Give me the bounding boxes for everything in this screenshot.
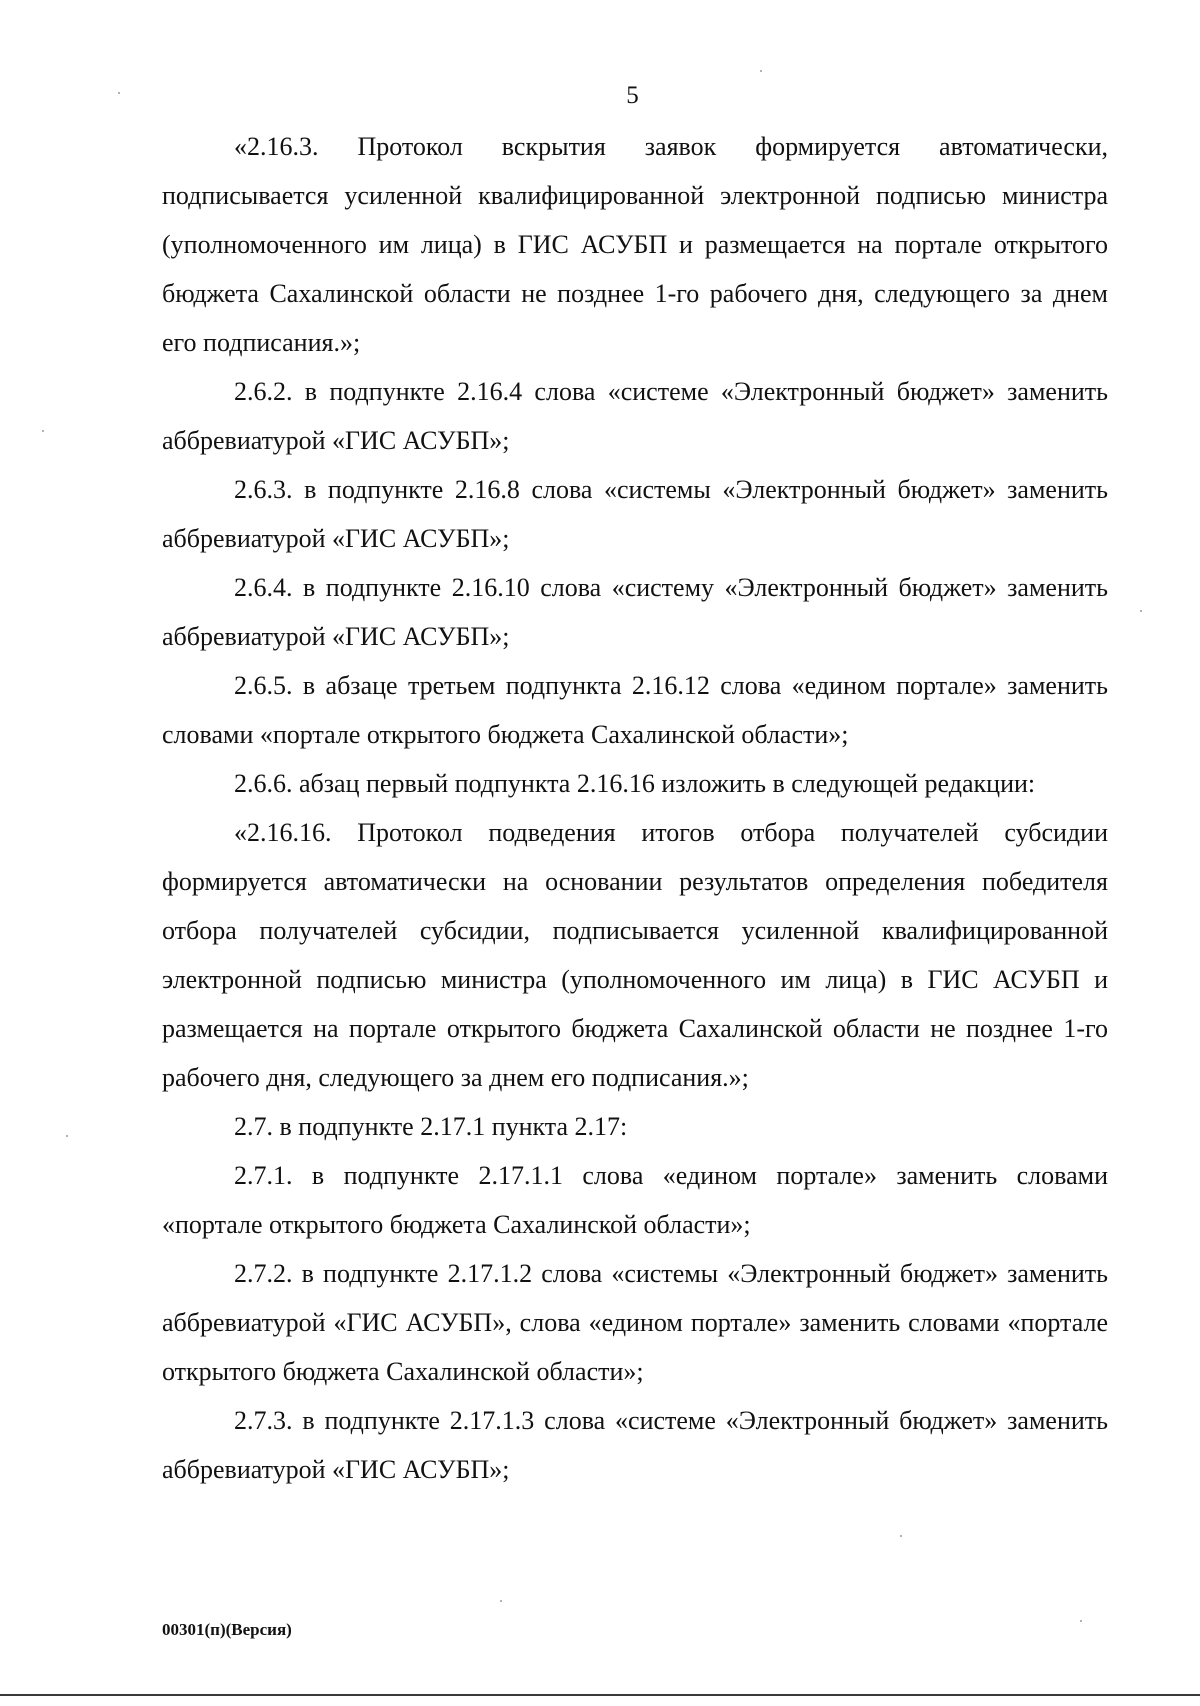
footer-version: Версия) [231, 1620, 292, 1639]
paragraph-2-16-3: «2.16.3. Протокол вскрытия заявок формируется автоматически, подписывается усиленной квалифицированной электронной подписью министра (уполномоченного им лица) в ГИС АСУБП и размещается на портале открытого бюджета Сахалинской области не позднее 1-го рабочего дня, следующего за днем его подписания.»; [162, 132, 1108, 357]
paragraph-2-7-1: 2.7.1. в подпункте 2.17.1.1 слова «едином портале» заменить словами «портале открытого бюджета Сахалинской области»; [162, 1161, 1108, 1239]
scan-edge-line [0, 1694, 1200, 1696]
document-footer-code [162, 1619, 292, 1641]
scan-speck [42, 430, 44, 432]
paragraph-2-16-16: «2.16.16. Протокол подведения итогов отбора получателей субсидии формируется автоматически на основании результатов определения победителя отбора получателей субсидии, подписывается усиленной квалифицированной электронной подписью министра (уполномоченного им лица) в ГИС АСУБП и размещается на портале открытого бюджета Сахалинской области не позднее 1-го рабочего дня, следующего за днем его подписания.»; [162, 818, 1108, 1092]
scan-speck [118, 92, 120, 94]
paragraph-2-6-3: 2.6.3. в подпункте 2.16.8 слова «системы «Электронный бюджет» заменить аббревиатурой «ГИС АСУБП»; [162, 475, 1108, 553]
scan-speck [760, 70, 762, 72]
paragraph-2-6-4: 2.6.4. в подпункте 2.16.10 слова «систему «Электронный бюджет» заменить аббревиатурой «ГИС АСУБП»; [162, 573, 1108, 651]
document-body [162, 122, 1108, 1494]
scan-speck [1140, 610, 1142, 612]
paragraph-2-6-2: 2.6.2. в подпункте 2.16.4 слова «системе «Электронный бюджет» заменить аббревиатурой «ГИС АСУБП»; [162, 377, 1108, 455]
scan-speck [1080, 1620, 1082, 1622]
paragraph-2-6-6: 2.6.6. абзац первый подпункта 2.16.16 изложить в следующей редакции: [234, 769, 1036, 798]
scan-speck [500, 1600, 502, 1602]
scan-speck [66, 1135, 68, 1137]
paragraph-2-7: 2.7. в подпункте 2.17.1 пункта 2.17: [234, 1112, 628, 1141]
scan-speck [900, 1535, 902, 1537]
page-number: 5 [626, 82, 639, 109]
paragraph-2-7-3: 2.7.3. в подпункте 2.17.1.3 слова «системе «Электронный бюджет» заменить аббревиатурой «ГИС АСУБП»; [162, 1406, 1108, 1484]
paragraph-2-6-5: 2.6.5. в абзаце третьем подпункта 2.16.12 слова «едином портале» заменить словами «портале открытого бюджета Сахалинской области»; [162, 671, 1108, 749]
footer-code: 00301(п)( [162, 1620, 232, 1639]
paragraph-2-7-2: 2.7.2. в подпункте 2.17.1.2 слова «системы «Электронный бюджет» заменить аббревиатурой «ГИС АСУБП», слова «едином портале» заменить словами «портале открытого бюджета Сахалинской области»; [162, 1259, 1108, 1386]
